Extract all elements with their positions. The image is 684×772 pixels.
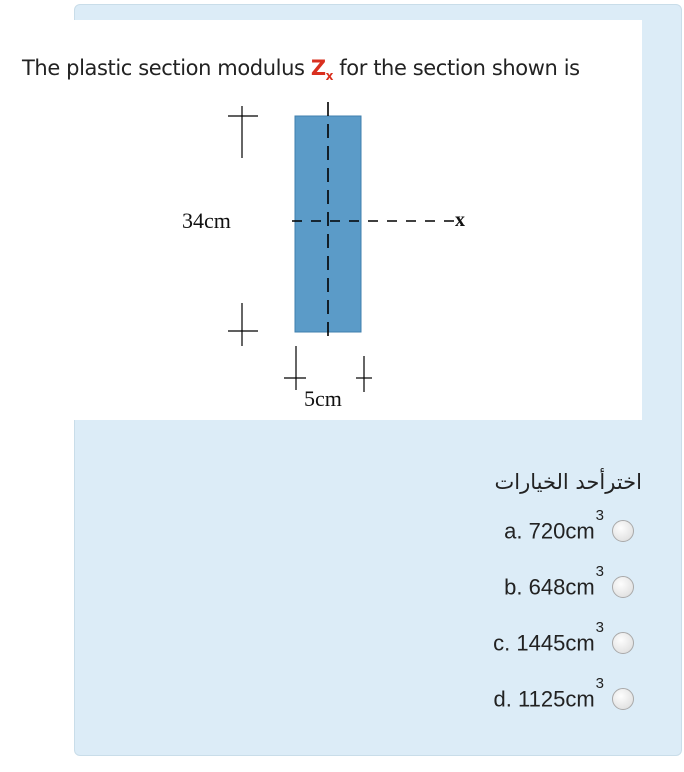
question-text: The plastic section modulus $Z_x$ for the section shown is: [22, 56, 580, 84]
option-c-radio[interactable]: [612, 632, 634, 654]
choose-prompt: اخترأحد الخيارات: [494, 470, 642, 494]
option-c-label: c. $1445cm^3$: [493, 618, 604, 655]
option-a[interactable]: [504, 504, 634, 544]
option-d-label: d. $1125cm^3$: [493, 674, 604, 711]
option-b-label: b. $648cm^3$: [504, 562, 604, 599]
modulus-symbol: $Z_x$: [310, 56, 333, 84]
height-label: 34cm: [182, 208, 231, 233]
option-b-radio[interactable]: [612, 576, 634, 598]
option-a-label: a. $720cm^3$: [504, 506, 604, 543]
option-d-radio[interactable]: [612, 688, 634, 710]
option-a-radio[interactable]: [612, 520, 634, 542]
width-label: 5cm: [304, 386, 342, 411]
option-d[interactable]: [494, 672, 634, 712]
option-c[interactable]: [493, 616, 634, 656]
option-b[interactable]: [504, 560, 634, 600]
axis-label: x: [455, 209, 465, 231]
cross-section-diagram: [170, 98, 490, 418]
